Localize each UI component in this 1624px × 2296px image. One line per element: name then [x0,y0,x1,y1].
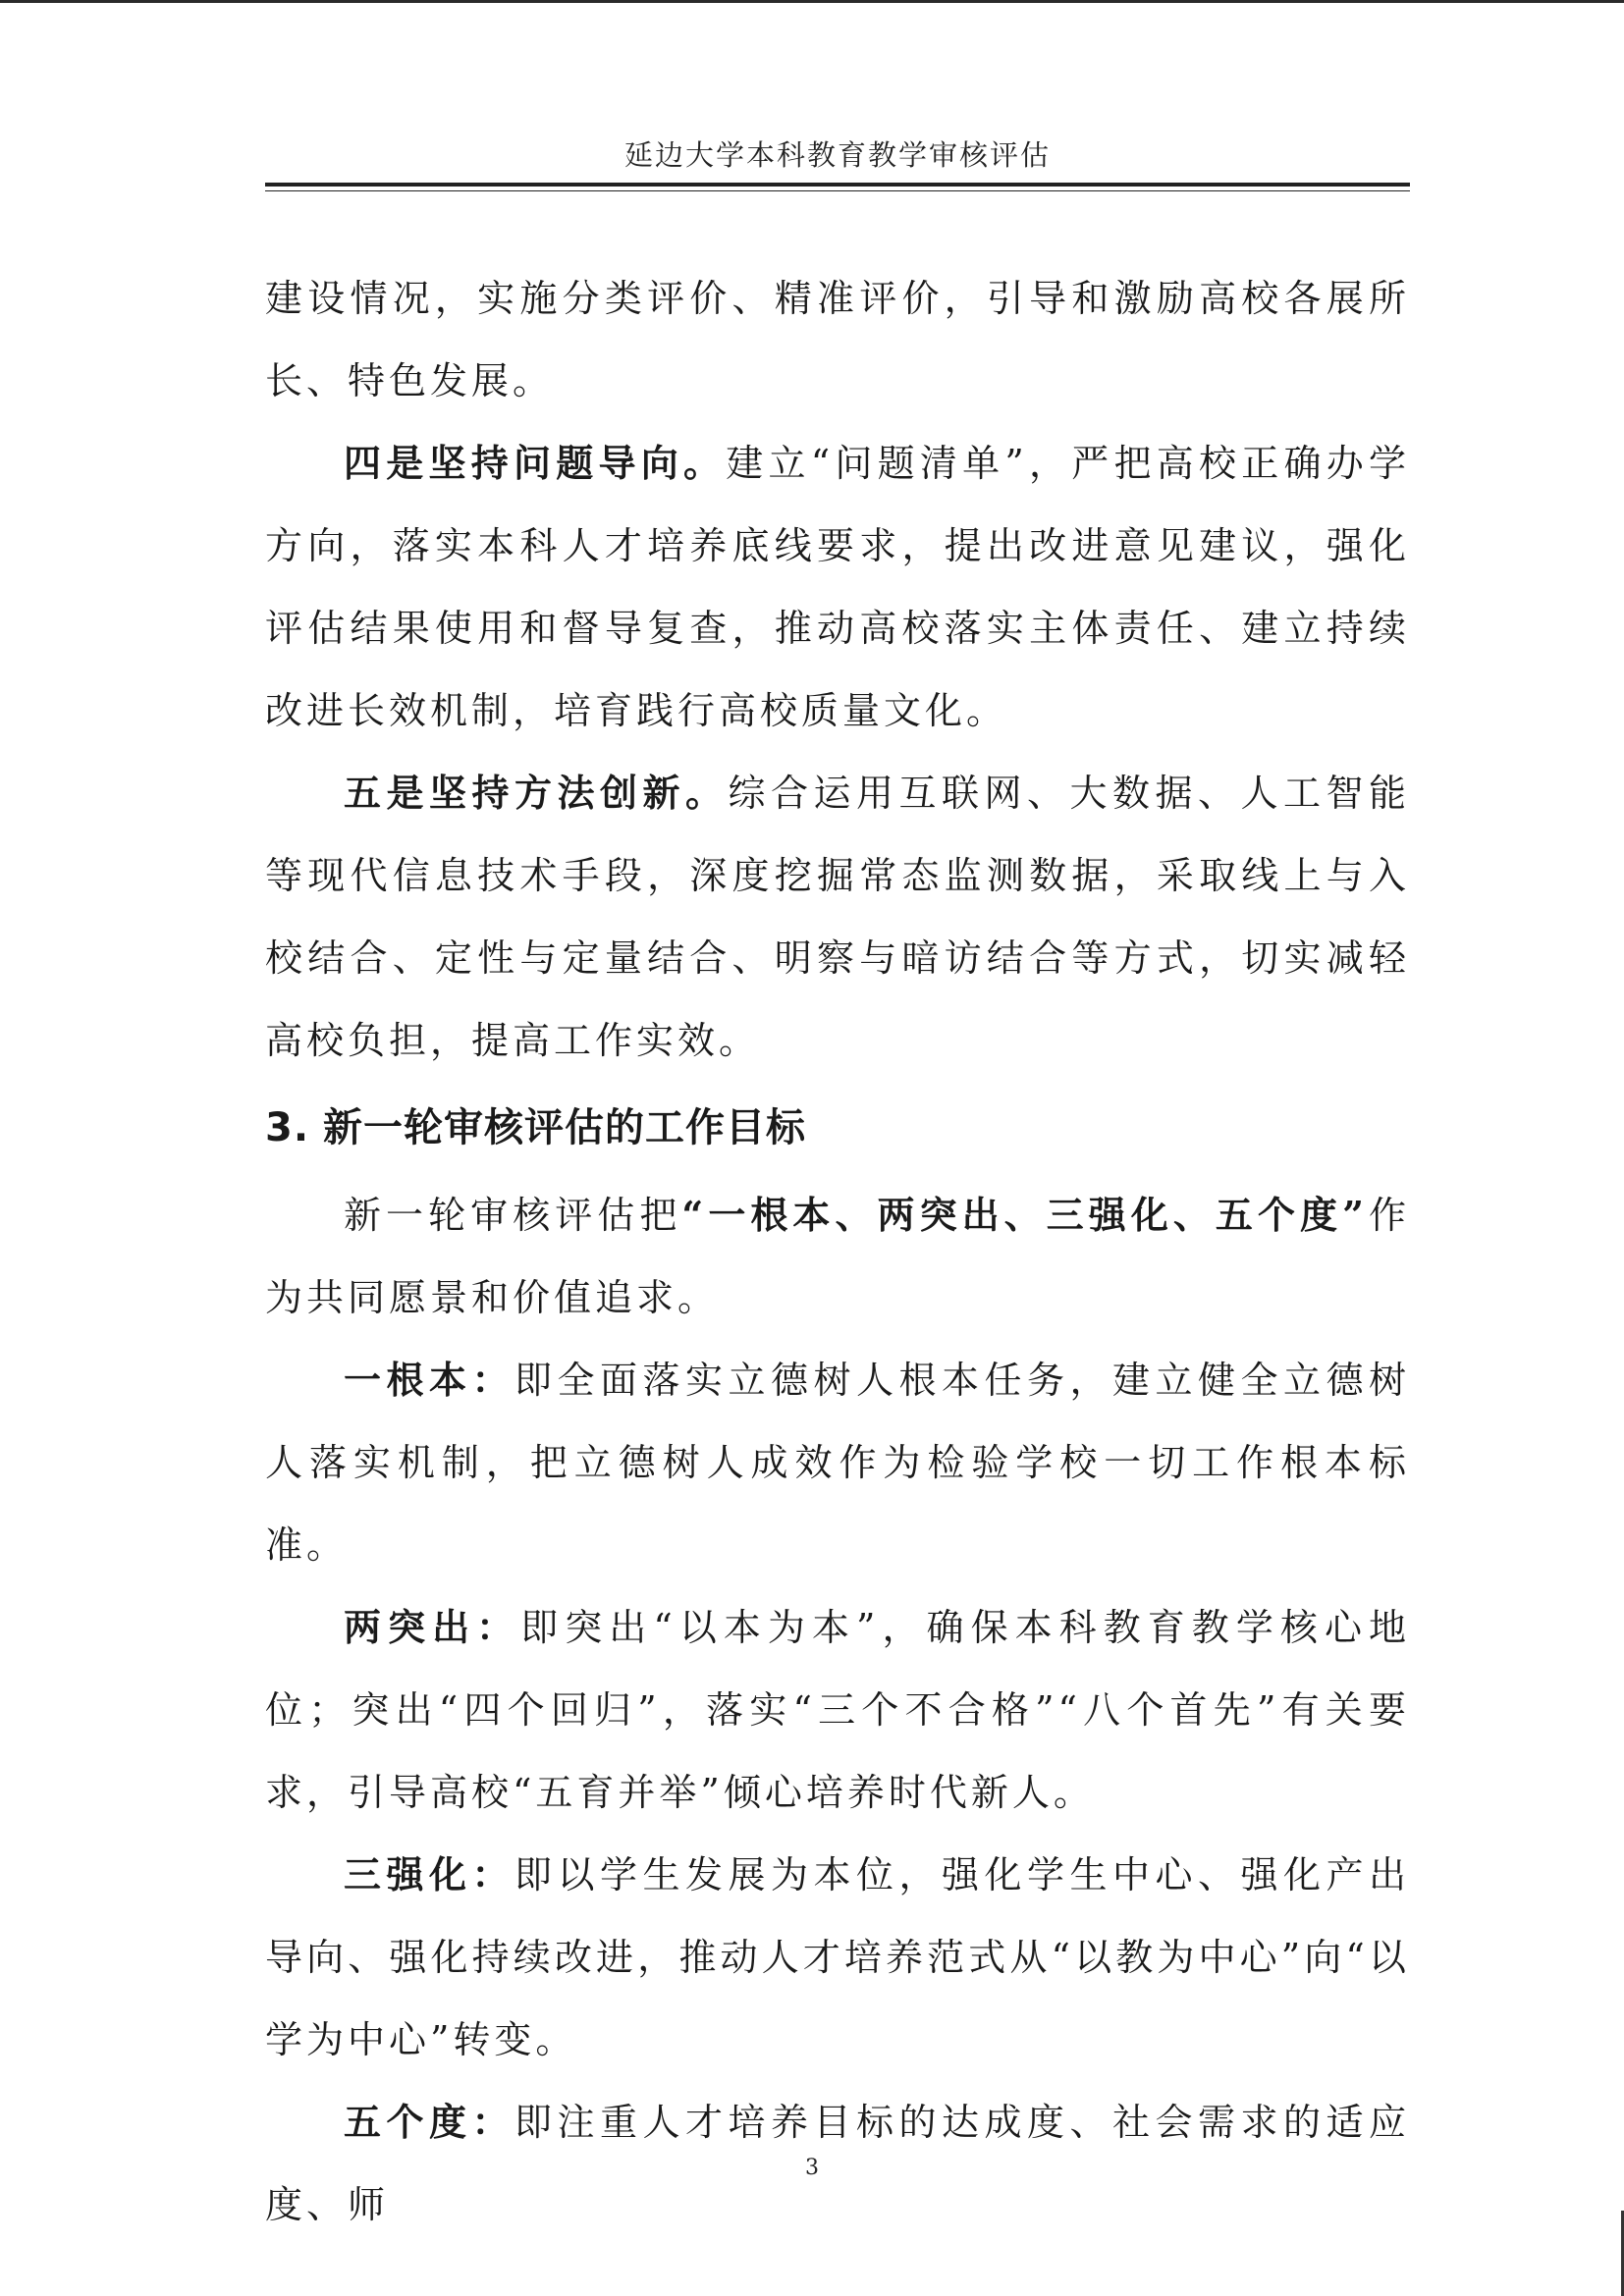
running-header: 延边大学本科教育教学审核评估 [623,138,1051,172]
paragraph-body: 即以学生发展为本位，强化学生中心、强化产出导向、强化持续改进，推动人才培养范式从“以教为中心”向“以学为中心”转变。 [265,1853,1410,2061]
header-rule-thin [265,190,1410,191]
page-number: 3 [805,2156,819,2180]
paragraph-two-highlights [265,1586,1410,1834]
paragraph-lead: 一根本： [344,1358,514,1402]
section-number: 3. [265,1105,310,1150]
paragraph-lead: 三强化： [344,1852,514,1896]
paragraph-one-foundation [265,1339,1410,1586]
paragraph-method-innovation [265,752,1410,1082]
paragraph-lead: 五是坚持方法创新。 [344,771,729,815]
paragraph-pre: 新一轮审核评估把 [344,1194,682,1237]
paragraph-problem-orientation [265,422,1410,752]
section-title: 新一轮审核评估的工作目标 [323,1105,807,1150]
header-rule [265,183,1410,187]
paragraph-body: 即全面落实立德树人根本任务，建立健全立德树人落实机制，把立德树人成效作为检验学校一切工作根本标准。 [265,1359,1410,1567]
scan-top-edge [0,0,1624,3]
paragraph-post: 作为共同愿景和价值追求。 [265,1194,1410,1319]
paragraph-goals-intro [265,1174,1410,1339]
paragraph-emphasis: “一根本、两突出、三强化、五个度” [681,1193,1368,1237]
paragraph-continuation: 建设情况，实施分类评价、精准评价，引导和激励高校各展所长、特色发展。 [265,277,1410,402]
paragraph-lead: 两突出： [344,1605,521,1649]
paragraph-three-strengthen [265,1834,1410,2081]
paragraph-body: 即突出“以本为本”，确保本科教育教学核心地位；突出“四个回归”，落实“三个不合格”“八个首先”有关要求，引导高校“五育并举”倾心培养时代新人。 [265,1606,1410,1814]
paragraph-body: 即注重人才培养目标的达成度、社会需求的适应度、师 [265,2101,1410,2226]
paragraph-lead: 五个度： [344,2100,514,2144]
section-heading [265,1082,1410,1174]
paragraph-body: 综合运用互联网、大数据、人工智能等现代信息技术手段，深度挖掘常态监测数据，采取线上与入校结合、定性与定量结合、明察与暗访结合等方式，切实减轻高校负担，提高工作实效。 [265,772,1410,1062]
paragraph-body: 建立“问题清单”，严把高校正确办学方向，落实本科人才培养底线要求，提出改进意见建议，强化评估结果使用和督导复查，推动高校落实主体责任、建立持续改进长效机制，培育践行高校质量文化。 [265,442,1410,732]
paragraph-lead: 四是坚持问题导向。 [344,441,727,485]
body-text [265,257,1410,2246]
